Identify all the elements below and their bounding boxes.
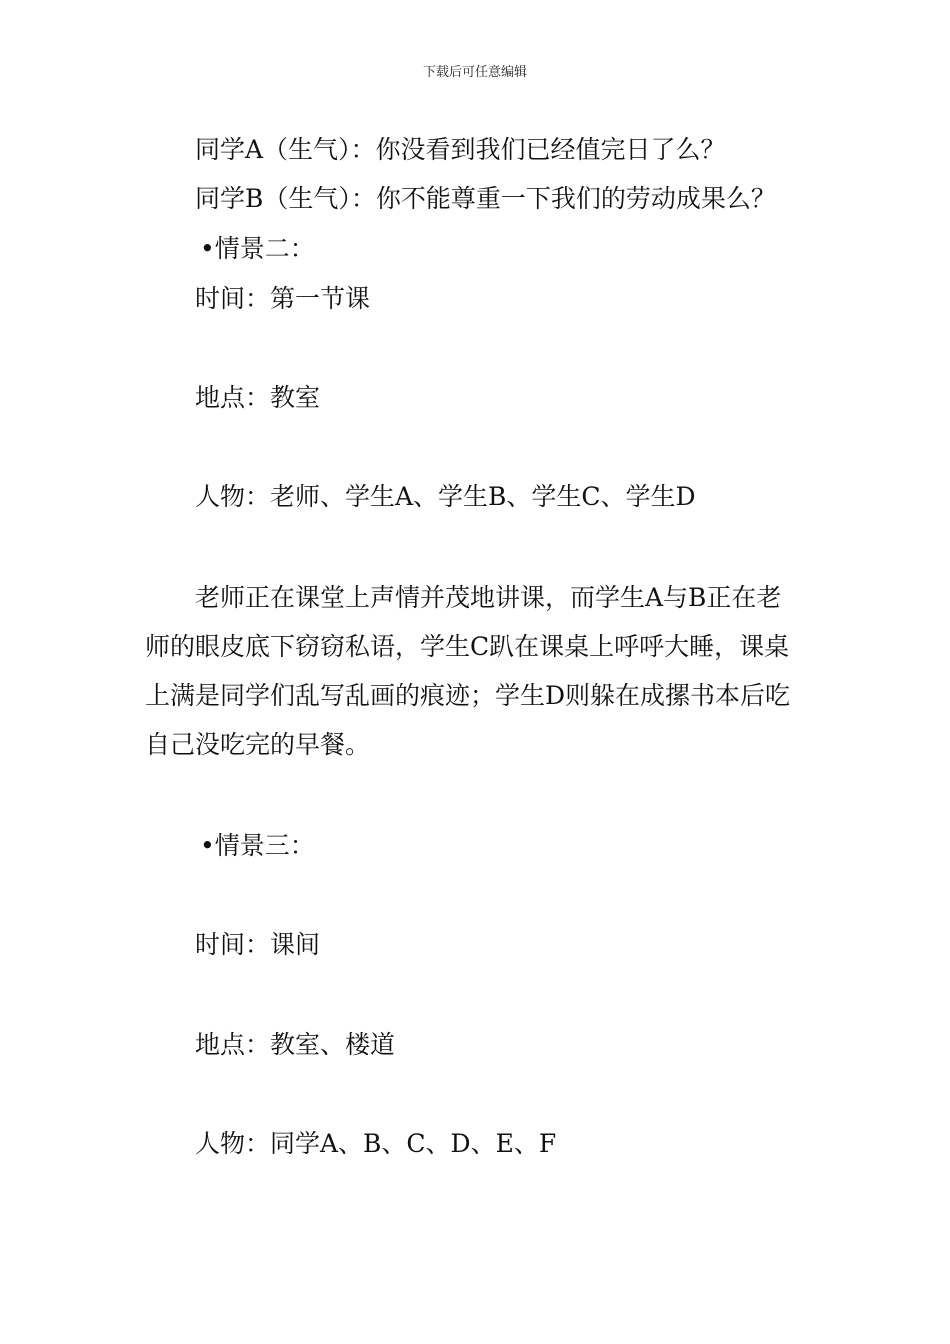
scene-three-time: 时间：课间 [195, 930, 321, 959]
scene-two-paragraph-line-3: 上满是同学们乱写乱画的痕迹；学生D则躲在成摞书本后吃 [145, 681, 791, 710]
scene-two-paragraph-line-4: 自己没吃完的早餐。 [145, 730, 371, 759]
dialogue-line-b: 同学B（生气）：你不能尊重一下我们的劳动成果么？ [195, 184, 776, 213]
dialogue-line-a: 同学A（生气）：你没看到我们已经值完日了么？ [195, 135, 726, 164]
scene-three-heading: •情景三： [200, 831, 315, 860]
scene-two-paragraph-line-1: 老师正在课堂上声情并茂地讲课，而学生A与B正在老 [195, 583, 782, 612]
page-header: 下载后可任意编辑 [422, 65, 527, 80]
scene-two-paragraph-line-2: 师的眼皮底下窃窃私语，学生C趴在课桌上呼呼大睡，课桌 [145, 632, 790, 661]
scene-two-time: 时间：第一节课 [195, 284, 371, 313]
scene-two-place: 地点：教室 [195, 383, 321, 412]
scene-three-place: 地点：教室、楼道 [195, 1030, 396, 1059]
scene-three-people: 人物：同学A、B、C、D、E、F [195, 1129, 557, 1158]
scene-two-people: 人物：老师、学生A、学生B、学生C、学生D [195, 482, 696, 511]
scene-two-heading: •情景二： [200, 234, 315, 263]
